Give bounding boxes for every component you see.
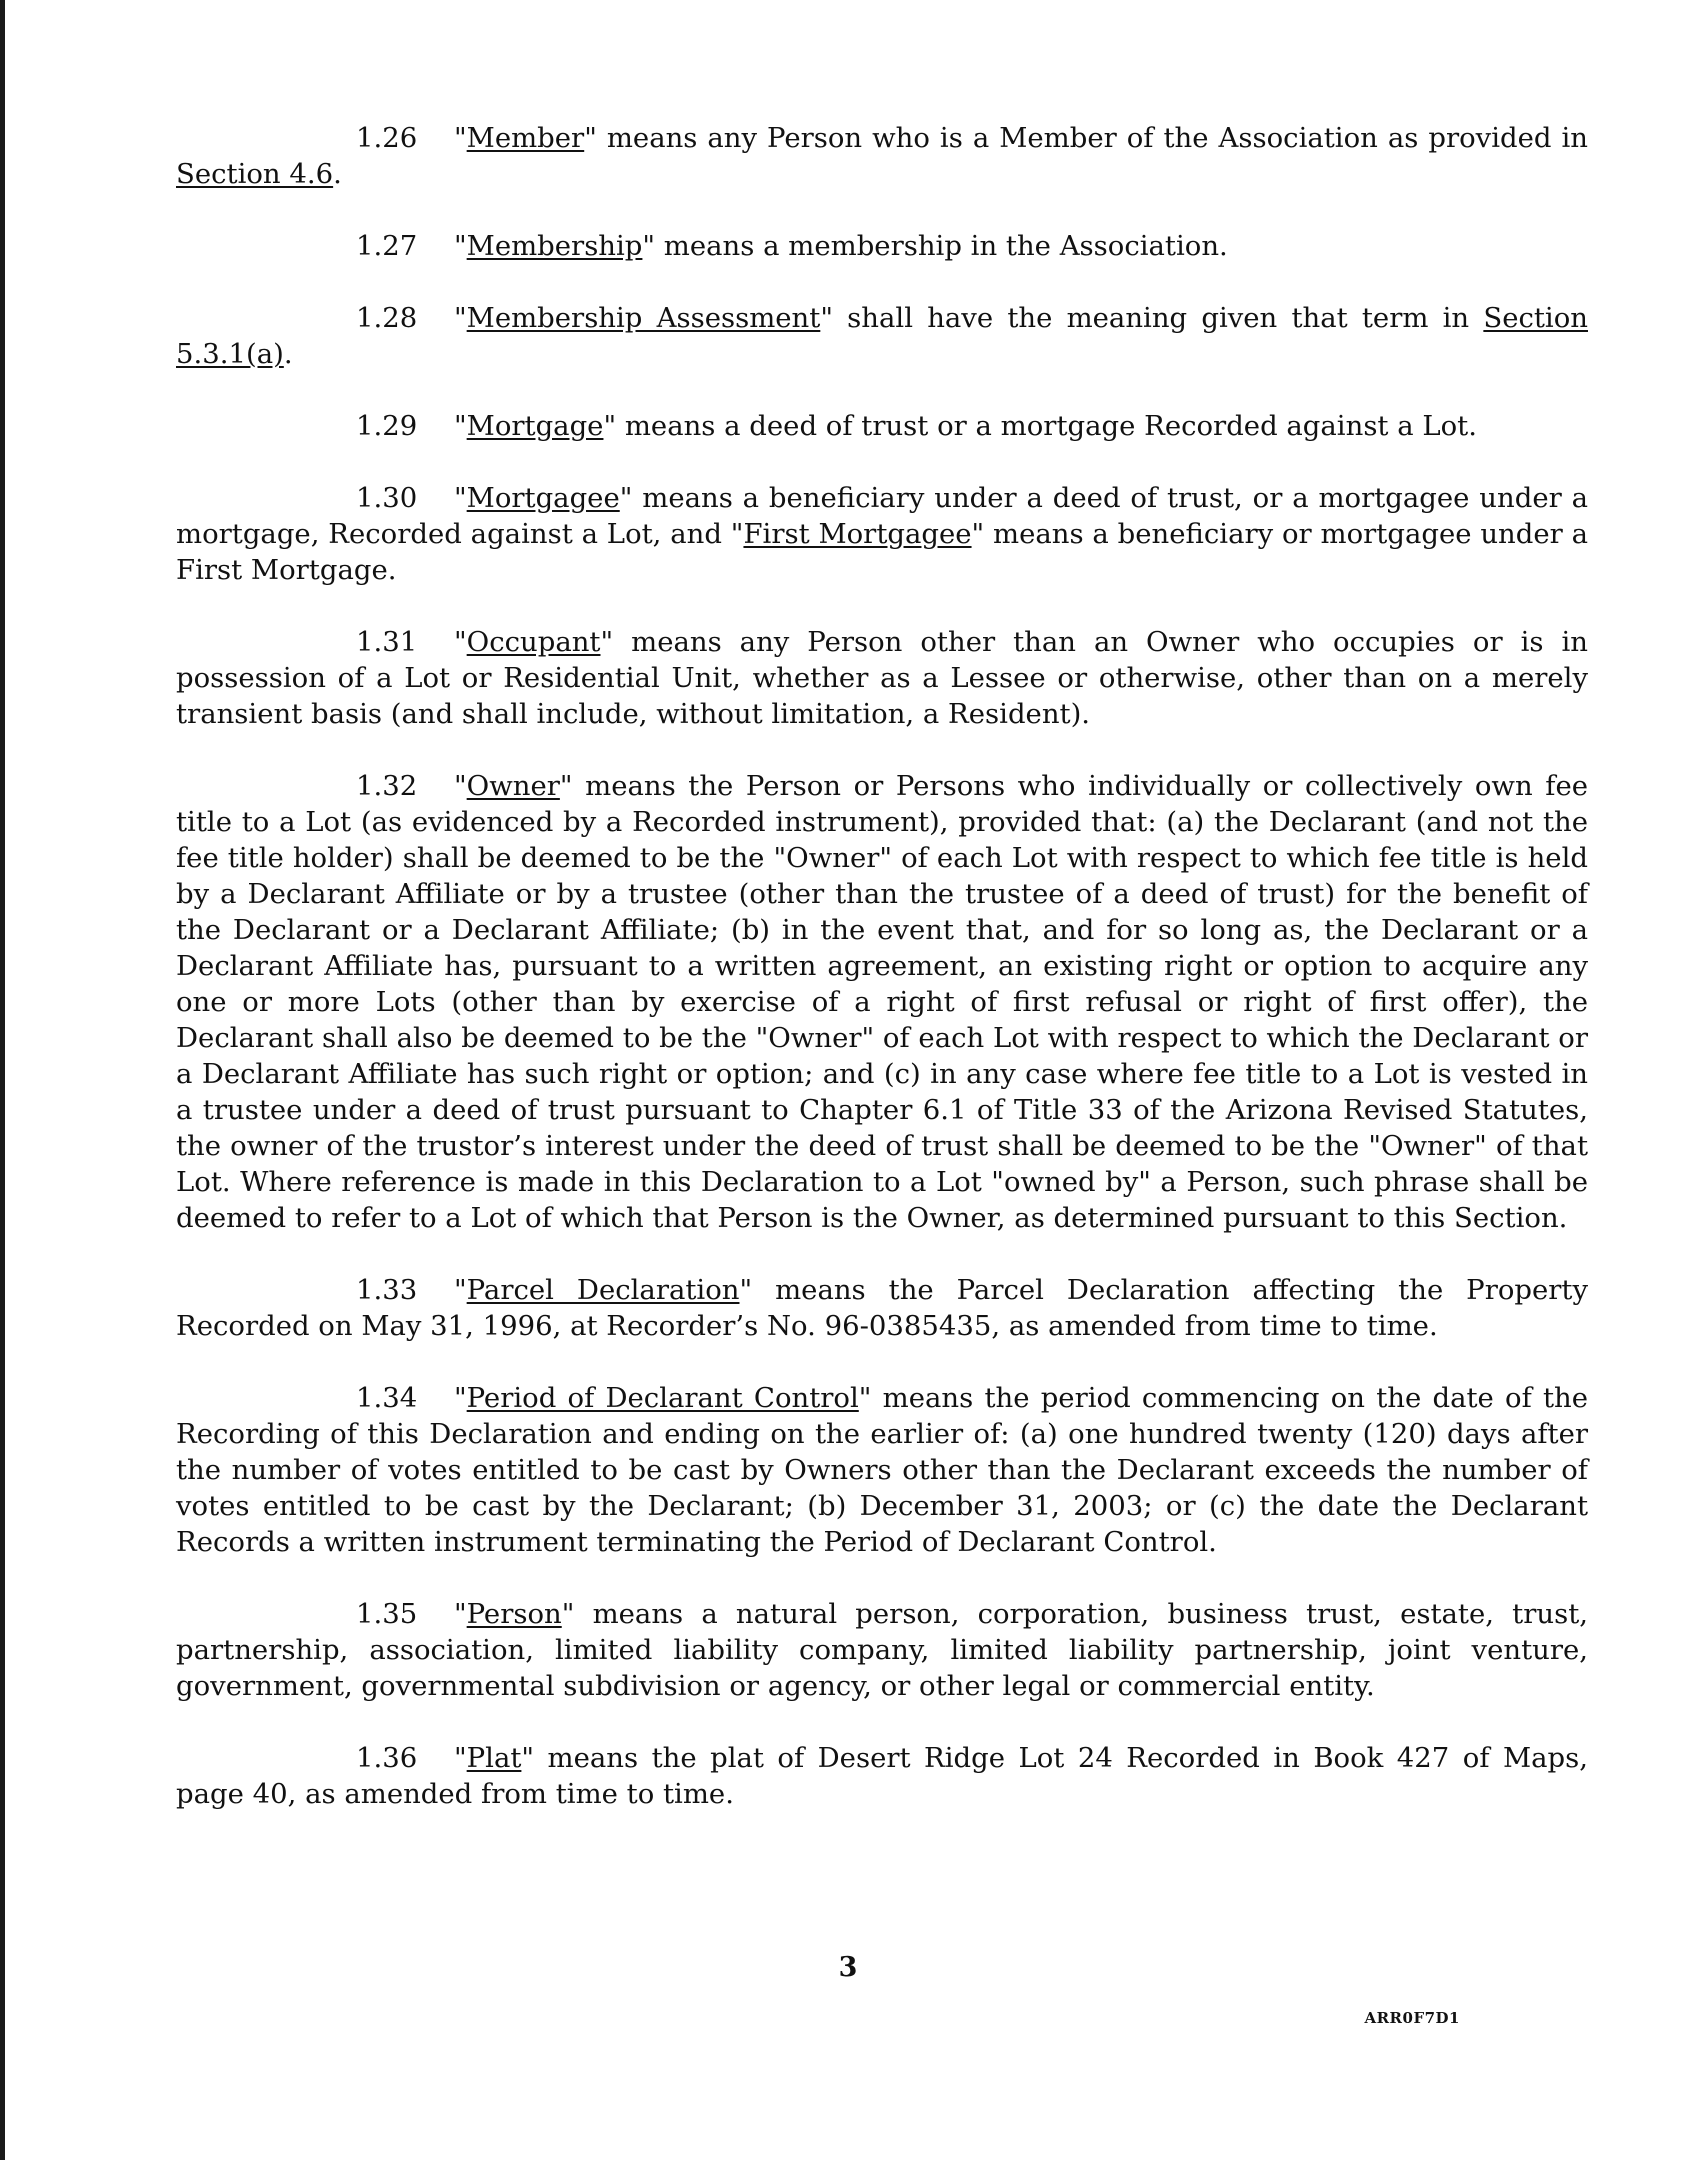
definition-1-27 [176, 228, 1588, 264]
definition-tail: . [283, 338, 293, 370]
definition-1-33 [176, 1272, 1588, 1344]
definition-number: 1.29 [356, 410, 418, 442]
defined-term: Plat [466, 1742, 522, 1774]
quote-open: " [454, 482, 467, 514]
definition-text: " means the plat of Desert Ridge Lot 24 Recorded in Book 427 of Maps, page 40, as amended from time to time. [176, 1742, 1588, 1810]
definition-1-29 [176, 408, 1588, 444]
definition-text: " means a membership in the Association. [642, 230, 1228, 262]
definition-1-31 [176, 624, 1588, 732]
definition-number: 1.35 [356, 1598, 418, 1630]
definition-number: 1.30 [356, 482, 418, 514]
definition-1-30 [176, 480, 1588, 588]
defined-term: Mortgagee [466, 482, 620, 514]
definition-number: 1.32 [356, 770, 418, 802]
scan-edge [0, 0, 5, 2160]
definition-1-34 [176, 1380, 1588, 1560]
quote-open: " [454, 410, 467, 442]
defined-term: Parcel Declaration [466, 1274, 740, 1306]
definition-number: 1.34 [356, 1382, 418, 1414]
definition-number: 1.26 [356, 122, 418, 154]
quote-open: " [454, 770, 467, 802]
definition-number: 1.33 [356, 1274, 418, 1306]
quote-open: " [454, 626, 467, 658]
definition-tail: . [333, 158, 342, 190]
quote-open: " [454, 1382, 467, 1414]
definition-1-36 [176, 1740, 1588, 1812]
quote-open: " [454, 122, 467, 154]
quote-open: " [454, 1598, 467, 1630]
definition-text: " means a natural person, corporation, business trust, estate, trust, partnership, association, limited liability company, limited liability partnership, joint venture, government, governmental subdivision or agency, or other legal or commercial entity. [176, 1598, 1588, 1702]
definition-text: " means the period commencing on the date of the Recording of this Declaration and ending on the earlier of: (a) one hundred twenty (120) days after the number of votes entitled to be cast by Owners other than the Declarant exceeds the number of votes entitled to be cast by the Declarant; (b) December 31, 2003; or (c) the date the Declarant Records a written instrument terminating the Period of Declarant Control. [176, 1382, 1588, 1558]
section-reference: Section 5.3.1(a) [176, 302, 1588, 370]
definition-text: " means any Person who is a Member of the Association as provided in [584, 122, 1588, 154]
definition-number: 1.28 [356, 302, 418, 334]
definition-text: " means a deed of trust or a mortgage Recorded against a Lot. [603, 410, 1477, 442]
quote-open: " [454, 302, 467, 334]
section-reference: Section 4.6 [176, 158, 334, 190]
quote-open: " [454, 230, 467, 262]
defined-term: Person [466, 1598, 562, 1630]
defined-term: Mortgage [466, 410, 604, 442]
definition-number: 1.27 [356, 230, 418, 262]
definition-1-26 [176, 120, 1588, 192]
definition-text: " means a beneficiary under a deed of trust, or a mortgagee under a mortgage, Recorded against a Lot, and " [176, 482, 1588, 550]
document-page [176, 120, 1588, 1848]
definition-text: " shall have the meaning given that term in [820, 302, 1484, 334]
quote-open: " [454, 1274, 467, 1306]
defined-term: Owner [466, 770, 560, 802]
defined-term-secondary: First Mortgagee [743, 518, 972, 550]
definitions-list [176, 120, 1588, 1812]
definition-number: 1.31 [356, 626, 418, 658]
definition-text: " means the Person or Persons who individually or collectively own fee title to a Lot (as evidenced by a Recorded instrument), provided that: (a) the Declarant (and not the fee title holder) shall be deemed to be the "Owner" of each Lot with respect to which fee title is held by a Declarant Affiliate or by a trustee (other than the trustee of a deed of trust) for the benefit of the Declarant or a Declarant Affiliate; (b) in the event that, and for so long as, the Declarant or a Declarant Affiliate has, pursuant to a written agreement, an existing right or option to acquire any one or more Lots (other than by exercise of a right of first refusal or right of first offer), the Declarant shall also be deemed to be the "Owner" of each Lot with respect to which the Declarant or a Declarant Affiliate has such right or option; and (c) in any case where fee title to a Lot is vested in a trustee under a deed of trust pursuant to Chapter 6.1 of Title 33 of the Arizona Revised Statutes, the owner of the trustor’s interest under the deed of trust shall be deemed to be the "Owner" of that Lot. Where reference is made in this Declaration to a Lot "owned by" a Person, such phrase shall be deemed to refer to a Lot of which that Person is the Owner, as determined pursuant to this Section. [176, 770, 1588, 1234]
quote-open: " [454, 1742, 467, 1774]
defined-term: Membership [466, 230, 643, 262]
defined-term: Membership Assessment [466, 302, 821, 334]
defined-term: Period of Declarant Control [466, 1382, 859, 1414]
definition-1-35 [176, 1596, 1588, 1704]
definition-1-28 [176, 300, 1588, 372]
defined-term: Occupant [466, 626, 601, 658]
definition-1-32 [176, 768, 1588, 1236]
document-code: ARR0F7D1 [1364, 2009, 1460, 2027]
definition-number: 1.36 [356, 1742, 418, 1774]
page-number: 3 [838, 1952, 858, 1983]
definition-text: " means the Parcel Declaration affecting the Property Recorded on May 31, 1996, at Recorder’s No. 96-0385435, as amended from time to time. [176, 1274, 1589, 1342]
definition-text: " means any Person other than an Owner who occupies or is in possession of a Lot or Residential Unit, whether as a Lessee or otherwise, other than on a merely transient basis (and shall include, without limitation, a Resident). [176, 626, 1588, 730]
defined-term: Member [466, 122, 585, 154]
definition-text-secondary: " means a beneficiary or mortgagee under a First Mortgage. [176, 518, 1588, 586]
